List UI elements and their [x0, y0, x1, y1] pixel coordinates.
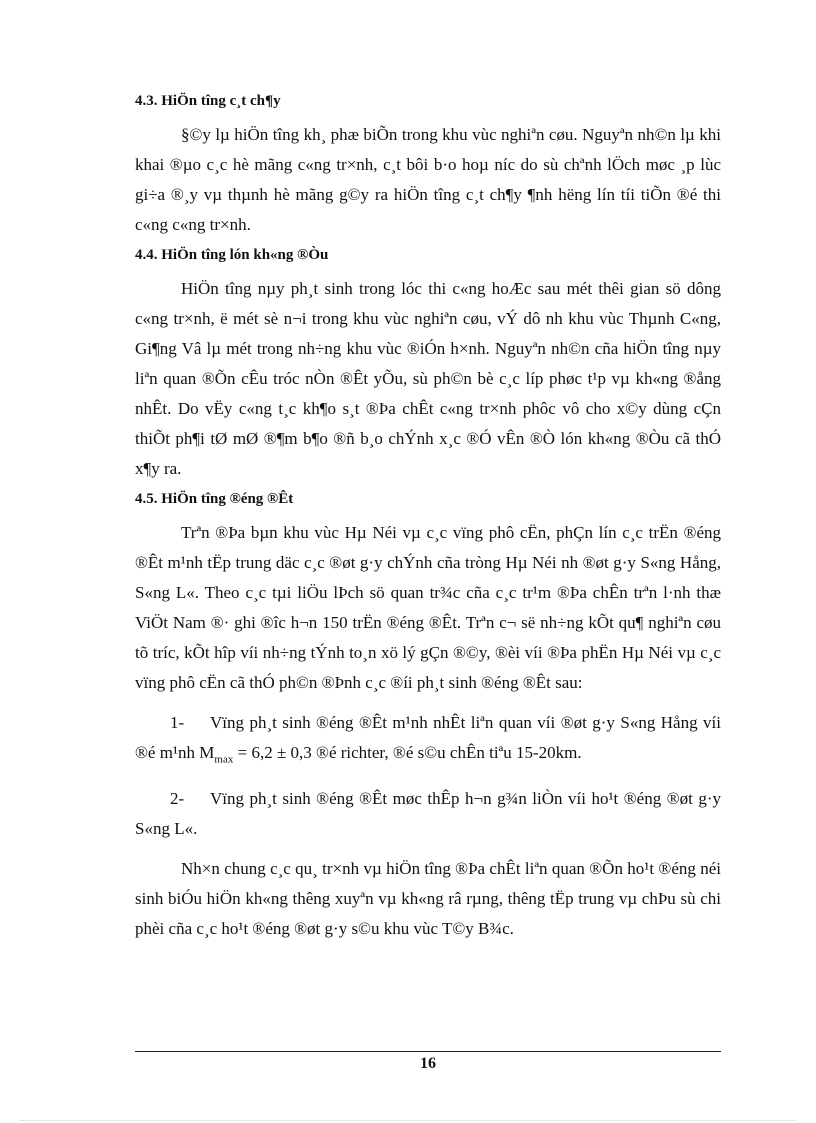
- list-item-text-continued: = 6,2 ± 0,3 ®é richter, ®é s©u chÊn tiªu 15-20km.: [233, 743, 582, 762]
- page-content: [135, 90, 721, 948]
- section-heading-4-4: 4.4. HiÖn tîng lón kh«ng ®Òu: [135, 247, 329, 263]
- list-item: [135, 784, 721, 844]
- list-item-text: Vïng ph¸t sinh ®éng ®Êt møc thÊp h¬n g¾n liÒn víi ho¹t ®éng ®øt g·y S«ng L«.: [135, 789, 721, 839]
- section-heading-4-5: 4.5. HiÖn tîng ®éng ®Êt: [135, 491, 294, 507]
- list-item-number: 2-: [170, 789, 185, 809]
- page-edge-divider: [20, 1120, 796, 1121]
- magnitude-subscript: max: [214, 753, 234, 766]
- paragraph-uneven-settlement: HiÖn tîng nµy ph¸t sinh trong lóc thi c«ng hoÆc sau mét thêi gian sö dông c«ng tr×nh, ë mét sè n¬i trong khu vùc nghiªn cøu, vÝ dô nh khu vùc Thµnh C«ng, Gi¶ng Vâ lµ mét trong nh÷ng khu vùc ®iÓn h×nh. Nguyªn nh©n cña hiÖn tîng nµy liªn quan ®Õn cÊu tróc nÒn ®Êt yÕu, sù ph©n bè c¸c líp phøc t¹p vµ kh«ng ®ång nhÊt. Do vËy c«ng t¸c kh¶o s¸t ®Þa chÊt c«ng tr×nh phôc vô cho x©y dùng cÇn thiÕt ph¶i tØ mØ ®¶m b¶o ®ñ b¸o chÝnh x¸c ®Ó vÊn ®Ò lón kh«ng ®Òu cã thÓ x¶y ra.: [135, 279, 721, 478]
- footer-divider: [135, 1051, 721, 1052]
- list-item-text: Vïng ph¸t sinh ®éng ®Êt m¹nh nhÊt liªn quan víi ®øt g·y S«ng Hång víi ®é m¹nh M: [135, 713, 721, 762]
- section-heading-4-3: 4.3. HiÖn tîng c¸t ch¶y: [135, 93, 281, 109]
- list-item-number: 1-: [170, 713, 185, 732]
- page-number: 16: [420, 1055, 436, 1072]
- paragraph-conclusion: Nh×n chung c¸c qu¸ tr×nh vµ hiÖn tîng ®Þa chÊt liªn quan ®Õn ho¹t ®éng néi sinh biÓu hiÖn kh«ng thêng xuyªn vµ kh«ng râ rµng, thêng tËp trung vµ chÞu sù chi phèi cña c¸c ho¹t ®éng ®øt g·y s©u khu vùc T©y B¾c.: [135, 859, 721, 939]
- paragraph-earthquake: Trªn ®Þa bµn khu vùc Hµ Néi vµ c¸c vïng phô cËn, phÇn lín c¸c trËn ®éng ®Êt m¹nh tËp trung däc c¸c ®øt g·y chÝnh cña tròng Hµ Néi nh ®øt g·y S«ng Hång, S«ng L«. Theo c¸c tµi liÖu lÞch sö quan tr¾c cña c¸c tr¹m ®Þa chÊn trªn l·nh thæ ViÖt Nam ®· ghi ®îc h¬n 150 trËn ®éng ®Êt. Trªn c¬ së nh÷ng kÕt qu¶ nghiªn cøu tõ tríc, kÕt hîp víi nh÷ng tÝnh to¸n xö lý gÇn ®©y, ®èi víi ®Þa phËn Hµ Néi vµ c¸c vïng phô cËn cã thÓ ph©n ®Þnh c¸c ®íi ph¸t sinh ®éng ®Êt sau:: [135, 523, 721, 692]
- paragraph-quicksand: §©y lµ hiÖn tîng kh¸ phæ biÕn trong khu vùc nghiªn cøu. Nguyªn nh©n lµ khi khai ®µo c¸c hè mãng c«ng tr×nh, c¸t bôi b·o hoµ níc do sù chªnh lÖch møc ¸p lùc gi÷a ®¸y vµ thµnh hè mãng g©y ra hiÖn tîng c¸t ch¶y ¶nh hëng lín tíi tiÕn ®é thi c«ng c«ng tr×nh.: [135, 125, 721, 234]
- list-item: [135, 708, 721, 774]
